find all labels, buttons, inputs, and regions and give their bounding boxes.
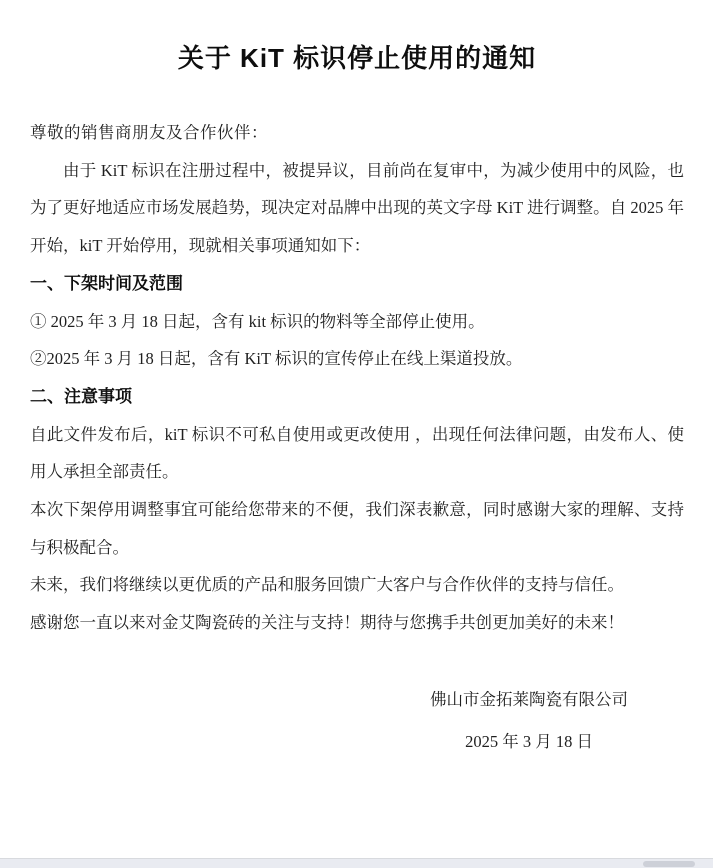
signature-block (430, 679, 628, 763)
salutation: 尊敬的销售商朋友及合作伙伴： (30, 123, 268, 142)
section2-paragraph-1: 自此文件发布后，kiT 标识不可私自使用或更改使用 ，出现任何法律问题，由发布人、使用人承担全部责任。 (30, 424, 684, 482)
intro-paragraph: 由于 KiT 标识在注册过程中，被提异议，目前尚在复审中，为减少使用中的风险，也为了更好地适应市场发展趋势，现决定对品牌中出现的英文字母 KiT 进行调整。自 2025 年开始，kiT 开始停用，现就相关事项通知如下： (30, 160, 684, 256)
section2-paragraph-3: 未来，我们将继续以更优质的产品和服务回馈广大客户与合作伙伴的支持与信任。 (30, 575, 624, 595)
section1-item-1: ① 2025 年 3 月 18 日起，含有 kit 标识的物料等全部停止使用。 (30, 311, 485, 331)
section2-paragraph-4: 感谢您一直以来对金艾陶瓷砖的关注与支持！期待与您携手共创更加美好的未来！ (30, 613, 624, 633)
signature-date: 2025 年 3 月 18 日 (465, 731, 593, 751)
section1-heading: 一、下架时间及范围 (30, 273, 183, 293)
section2-paragraph-2: 本次下架停用调整事宜可能给您带来的不便，我们深表歉意，同时感谢大家的理解、支持与积极配合。 (30, 500, 684, 557)
section2-heading: 二、注意事项 (30, 386, 132, 406)
document-body (30, 114, 684, 763)
scrollbar-thumb[interactable] (643, 861, 695, 867)
section1-item-2: ②2025 年 3 月 18 日起，含有 KiT 标识的宣传停止在线上渠道投放。 (30, 349, 523, 369)
horizontal-scrollbar[interactable] (0, 858, 713, 868)
document-title: 关于 KiT 标识停止使用的通知 (177, 43, 537, 73)
signature-company: 佛山市金拓莱陶瓷有限公司 (430, 689, 628, 709)
